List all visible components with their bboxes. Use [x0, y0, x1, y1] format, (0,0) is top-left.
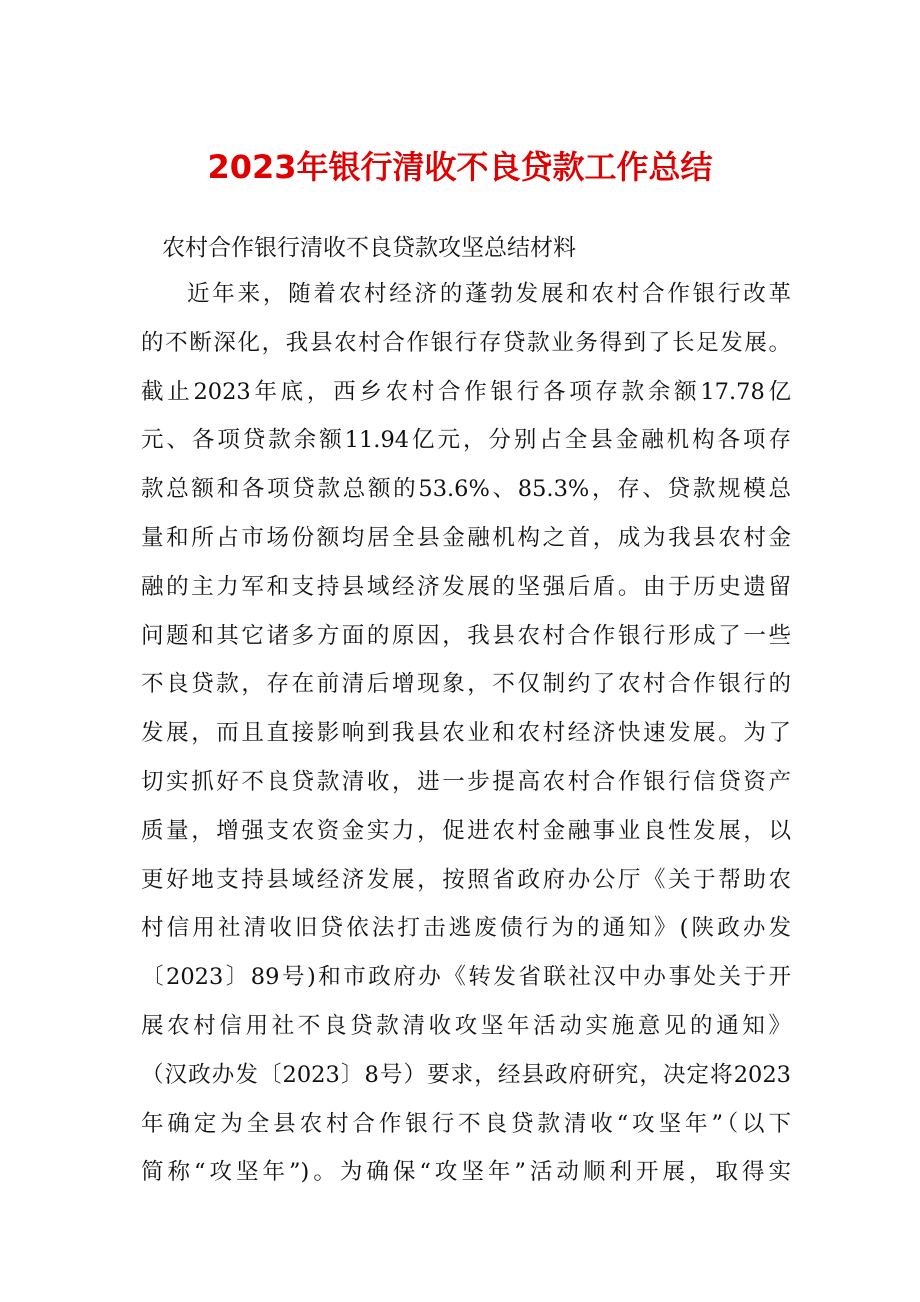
body-line: 更好地支持县域经济发展，按照省政府办公厅《关于帮助农 [141, 866, 791, 893]
document-title: 2023年银行清收不良贷款工作总结 [207, 148, 713, 186]
body-line: 展农村信用社不良贷款清收攻坚年活动实施意见的通知》 [141, 1012, 791, 1039]
body-line: 年确定为全县农村合作银行不良贷款清收“攻坚年”（以下 [141, 1110, 791, 1137]
body-paragraph [141, 270, 791, 1197]
body-line: 不良贷款，存在前清后增现象，不仅制约了农村合作银行的 [141, 671, 791, 698]
body-line: 近年来，随着农村经济的蓬勃发展和农村合作银行改革 [187, 281, 791, 307]
body-line: 融的主力军和支持县域经济发展的坚强后盾。由于历史遗留 [141, 573, 791, 600]
body-line: 款总额和各项贷款总额的53.6%、85.3%，存、贷款规模总 [141, 476, 791, 503]
body-line: 截止2023年底，西乡农村合作银行各项存款余额17.78亿 [141, 378, 791, 405]
body-line: 〔2023〕89号)和市政府办《转发省联社汉中办事处关于开 [141, 964, 791, 991]
body-line: 问题和其它诸多方面的原因，我县农村合作银行形成了一些 [141, 622, 791, 649]
body-line: 量和所占市场份额均居全县金融机构之首，成为我县农村金 [141, 524, 791, 551]
body-line: 质量，增强支农资金实力，促进农村金融事业良性发展，以 [141, 817, 791, 844]
body-line: 切实抓好不良贷款清收，进一步提高农村合作银行信贷资产 [141, 768, 791, 795]
body-line: 的不断深化，我县农村合作银行存贷款业务得到了长足发展。 [141, 329, 791, 356]
document-subtitle: 农村合作银行清收不良贷款攻坚总结材料 [162, 235, 576, 261]
body-line: 简称“攻坚年”)。为确保“攻坚年”活动顺利开展，取得实 [141, 1159, 791, 1186]
body-line: 发展，而且直接影响到我县农业和农村经济快速发展。为了 [141, 720, 791, 747]
body-line: （汉政办发〔2023〕8号）要求，经县政府研究，决定将2023 [141, 1061, 791, 1088]
body-line: 村信用社清收旧贷依法打击逃废债行为的通知》(陕政办发 [141, 915, 791, 942]
body-line: 元、各项贷款余额11.94亿元，分别占全县金融机构各项存 [141, 427, 791, 454]
